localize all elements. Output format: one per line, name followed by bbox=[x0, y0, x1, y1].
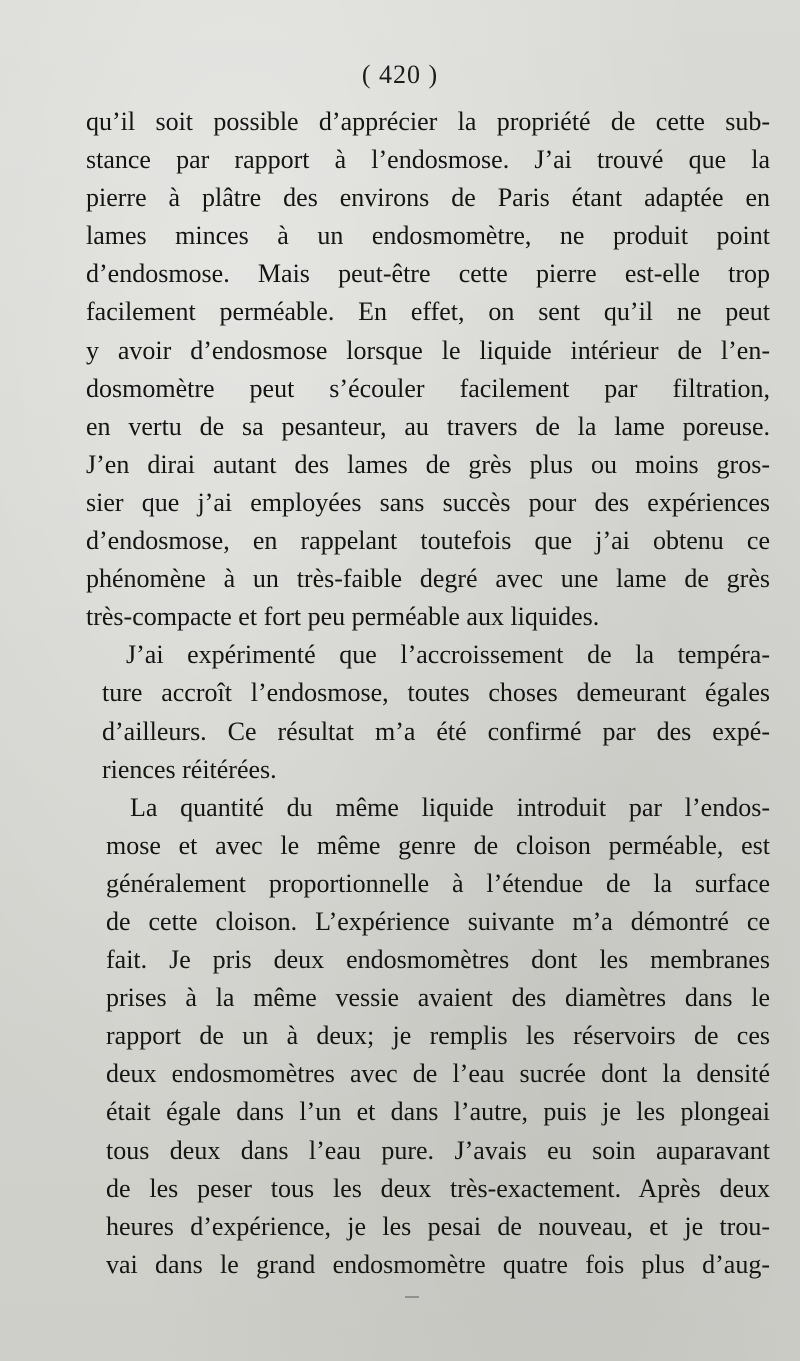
text-line: d’endosmose, en rappelant toutefois que j’ai obtenu ce bbox=[86, 526, 770, 556]
text-line: J’ai expérimenté que l’accroissement de la tempéra- bbox=[126, 640, 770, 670]
text-line: sier que j’ai employées sans succès pour des expériences bbox=[86, 487, 770, 517]
text-line: prises à la même vessie avaient des diamètres dans le bbox=[106, 983, 770, 1013]
text-line: J’en dirai autant des lames de grès plus ou moins gros- bbox=[86, 449, 770, 479]
bottom-rule bbox=[405, 1296, 419, 1298]
text-line: pierre à plâtre des environs de Paris étant adaptée en bbox=[86, 183, 770, 213]
text-line: ture accroît l’endosmose, toutes choses demeurant égales bbox=[102, 678, 770, 708]
text-line: facilement perméable. En effet, on sent qu’il ne peut bbox=[86, 297, 770, 327]
text-line: de les peser tous les deux très-exactement. Après deux bbox=[106, 1173, 770, 1203]
text-line: rapport de un à deux; je remplis les réservoirs de ces bbox=[106, 1021, 770, 1051]
text-line: d’endosmose. Mais peut-être cette pierre est-elle trop bbox=[86, 259, 770, 289]
paragraph bbox=[86, 636, 770, 674]
text-line: riences réitérées. bbox=[102, 754, 277, 784]
text-line: très-compacte et fort peu perméable aux liquides. bbox=[86, 602, 600, 632]
text-line: stance par rapport à l’endosmose. J’ai trouvé que la bbox=[86, 145, 770, 175]
text-line: tous deux dans l’eau pure. J’avais eu soin auparavant bbox=[106, 1135, 770, 1165]
paragraph bbox=[86, 789, 770, 827]
text-line: qu’il soit possible d’apprécier la propriété de cette sub- bbox=[86, 107, 770, 136]
page-number: ( 420 ) bbox=[361, 60, 439, 89]
text-line: deux endosmomètres avec de l’eau sucrée dont la densité bbox=[106, 1059, 770, 1089]
text-line: fait. Je pris deux endosmomètres dont les membranes bbox=[106, 945, 770, 975]
text-line: lames minces à un endosmomètre, ne produit point bbox=[86, 221, 770, 251]
text-line: dosmomètre peut s’écouler facilement par filtration, bbox=[86, 373, 770, 403]
paragraph-continued bbox=[86, 674, 770, 788]
paragraph-continued bbox=[86, 827, 770, 1284]
body-text bbox=[86, 103, 770, 1284]
text-line: en vertu de sa pesanteur, au travers de la lame poreuse. bbox=[86, 411, 770, 441]
text-line: d’ailleurs. Ce résultat m’a été confirmé par des expé- bbox=[102, 716, 770, 746]
text-line: y avoir d’endosmose lorsque le liquide intérieur de l’en- bbox=[86, 335, 770, 365]
text-line: vai dans le grand endosmomètre quatre fois plus d’aug- bbox=[106, 1249, 770, 1279]
paragraph bbox=[86, 103, 770, 636]
text-line: phénomène à un très-faible degré avec une lame de grès bbox=[86, 564, 770, 594]
text-line: généralement proportionnelle à l’étendue de la surface bbox=[106, 868, 770, 898]
text-line: La quantité du même liquide introduit par l’endos- bbox=[130, 792, 770, 822]
text-line: était égale dans l’un et dans l’autre, puis je les plongeai bbox=[106, 1097, 770, 1127]
text-line: heures d’expérience, je les pesai de nouveau, et je trou- bbox=[106, 1211, 770, 1241]
text-line: de cette cloison. L’expérience suivante m’a démontré ce bbox=[106, 906, 770, 936]
text-line: mose et avec le même genre de cloison perméable, est bbox=[106, 830, 770, 860]
